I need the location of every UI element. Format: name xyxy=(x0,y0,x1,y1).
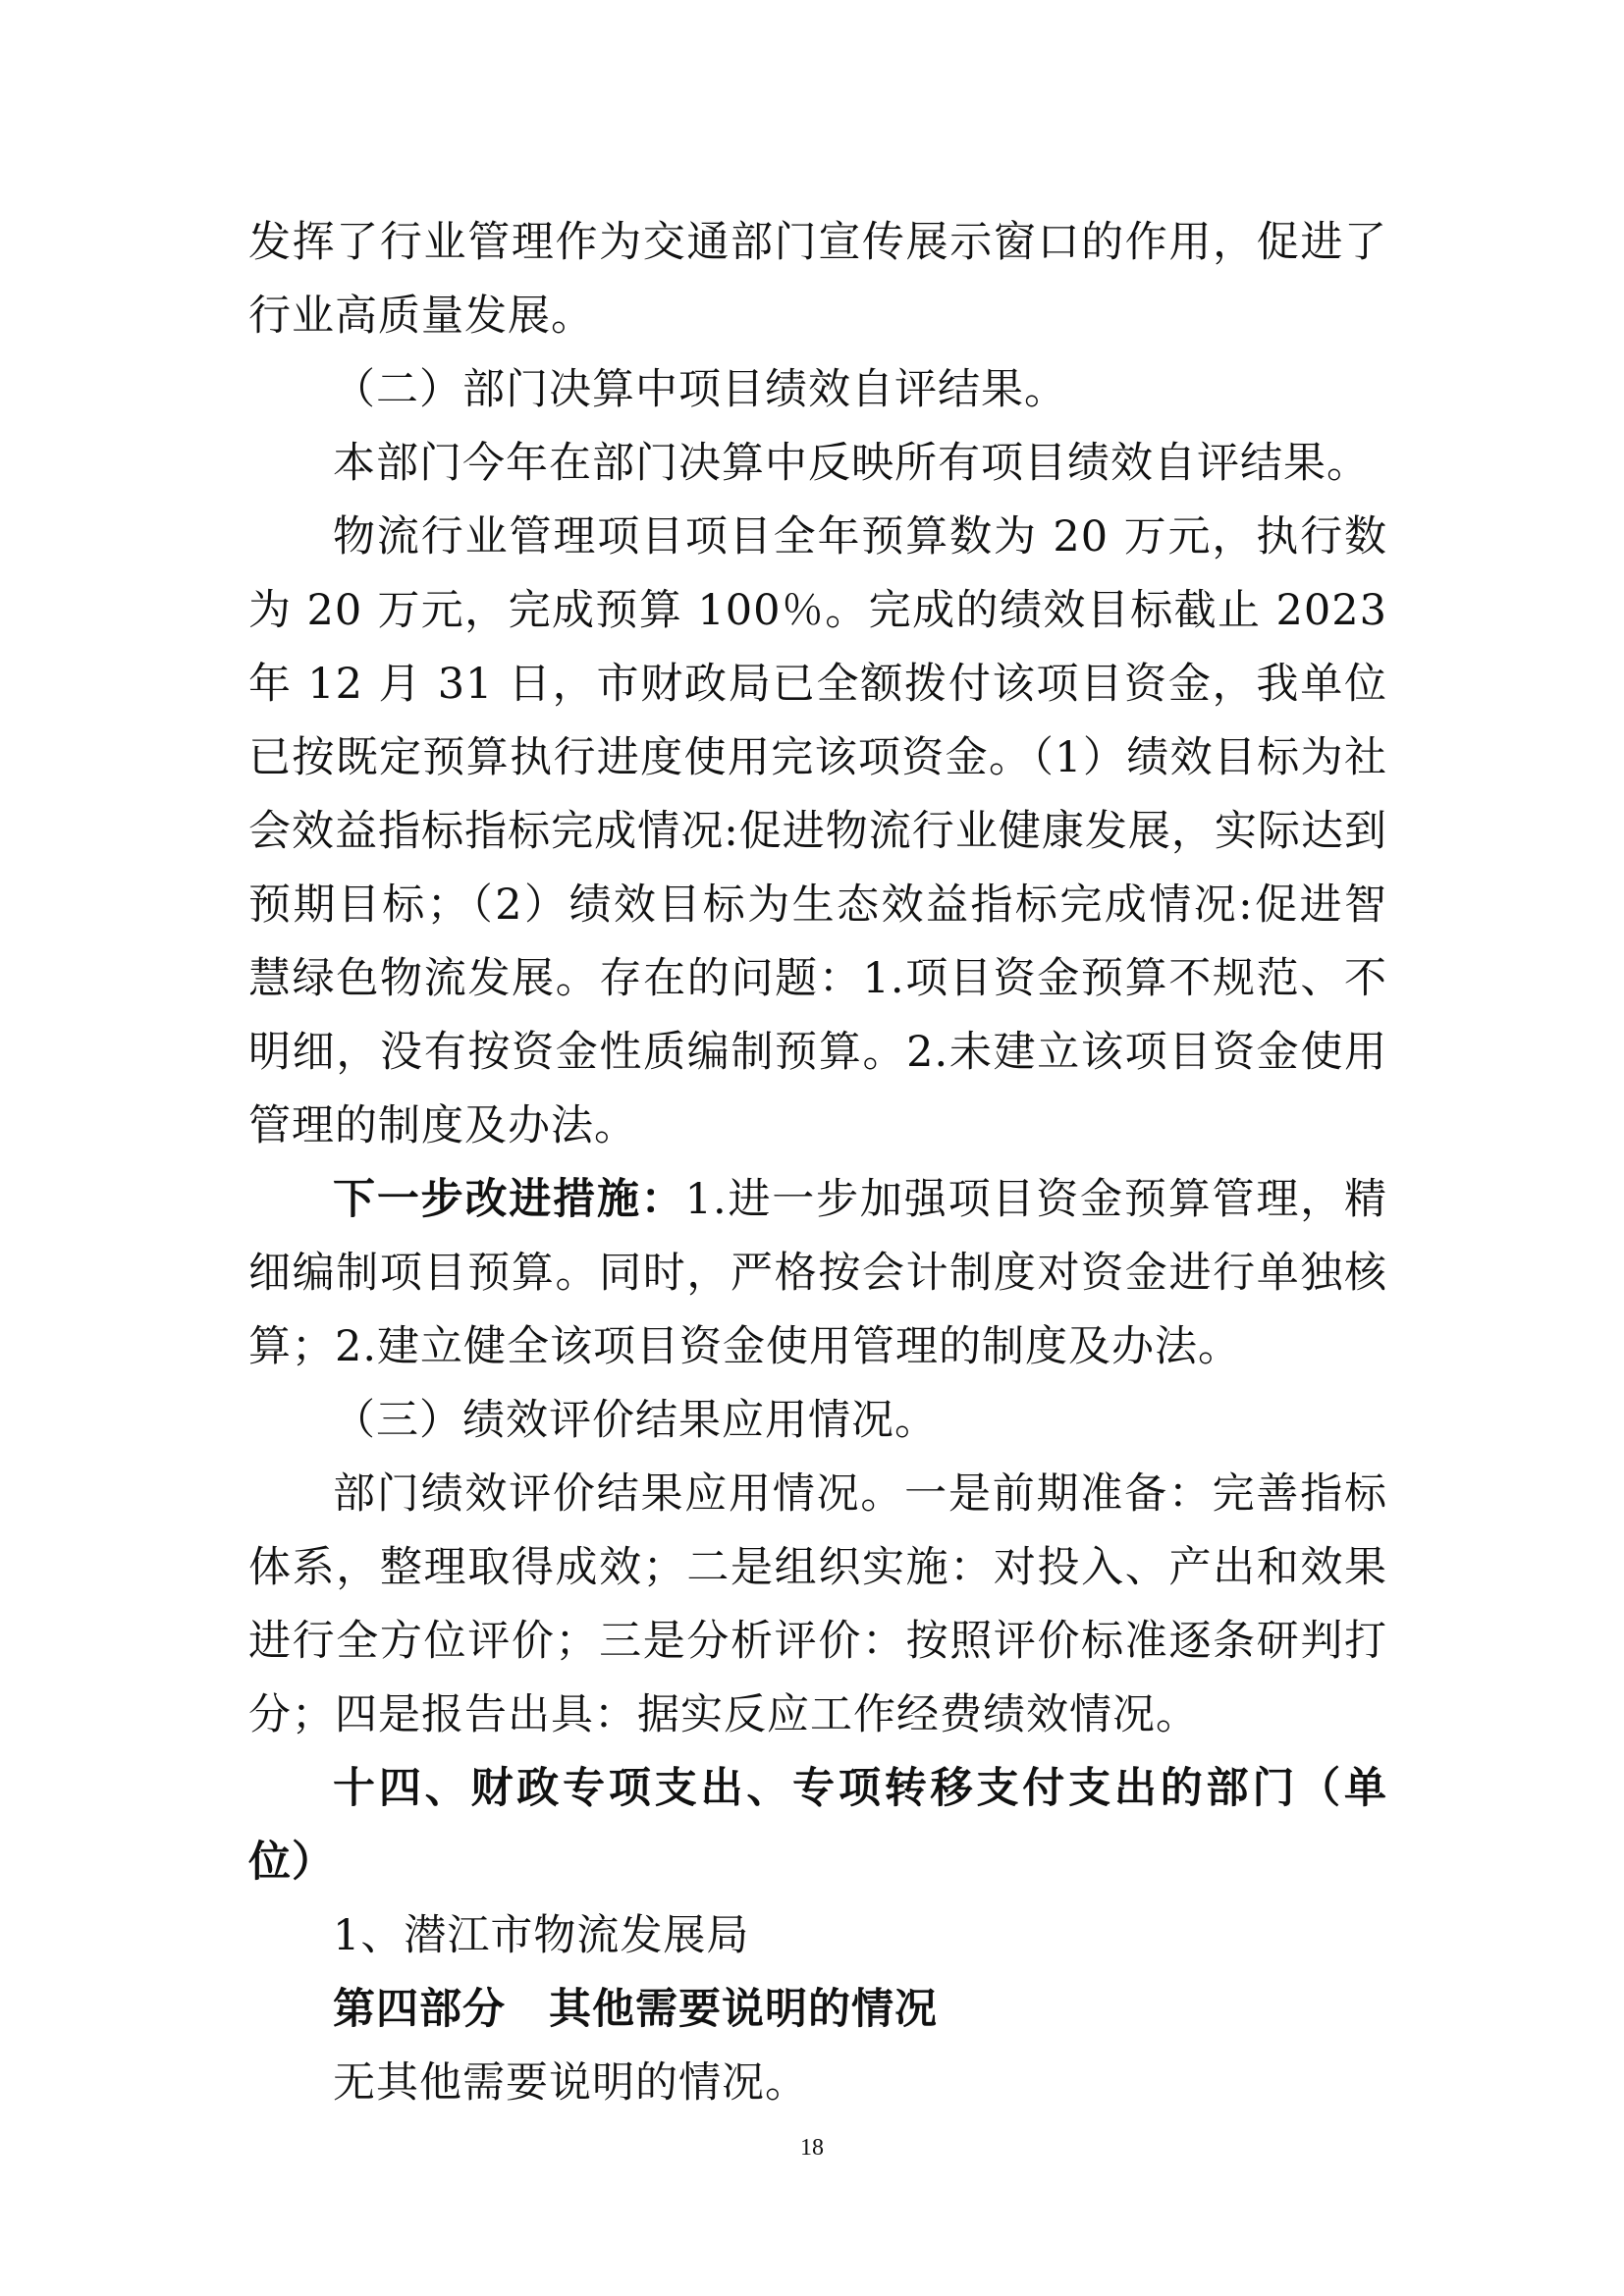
paragraph-continuation: 发挥了行业管理作为交通部门宣传展示窗口的作用，促进了行业高质量发展。 xyxy=(248,218,1387,341)
page-number: 18 xyxy=(800,2135,824,2161)
paragraph-improvement-measures xyxy=(248,1163,1387,1384)
part-four-heading: 第四部分 其他需要说明的情况 xyxy=(333,1985,938,2034)
section-heading-14: 十四、财政专项支出、专项转移支付支出的部门（单位） xyxy=(248,1764,1387,1887)
section-heading-3: （三）绩效评价结果应用情况。 xyxy=(333,1396,938,1445)
improvement-label: 下一步改进措施： xyxy=(333,1175,685,1224)
improvement-text: 1.进一步加强项目资金预算管理，精细编制项目预算。同时，严格按会计制度对资金进行单独核算；2.建立健全该项目资金使用管理的制度及办法。 xyxy=(248,1175,1388,1371)
paragraph-logistics-project: 物流行业管理项目项目全年预算数为 20 万元，执行数为 20 万元，完成预算 100％。完成的绩效目标截止 2023 年 12 月 31 日，市财政局已全额拨付该项目资金，我单位已按既定预算执行进度使用完该项资金。（1）绩效目标为社会效益指标指标完成情况:促进物流行业健康发展，实际达到预期目标；（2）绩效目标为生态效益指标完成情况:促进智慧绿色物流发展。存在的问题：1.项目资金预算不规范、不明细，没有按资金性质编制预算。2.未建立该项目资金使用管理的制度及办法。 xyxy=(248,512,1387,1150)
paragraph-no-other-notes: 无其他需要说明的情况。 xyxy=(333,2058,808,2108)
section-heading-2: （二）部门决算中项目绩效自评结果。 xyxy=(333,365,1067,414)
paragraph-self-evaluation-intro: 本部门今年在部门决算中反映所有项目绩效自评结果。 xyxy=(333,439,1370,488)
body-text xyxy=(248,206,1387,2120)
paragraph-evaluation-application: 部门绩效评价结果应用情况。一是前期准备：完善指标体系，整理取得成效；二是组织实施：对投入、产出和效果进行全方位评价；三是分析评价：按照评价标准逐条研判打分；四是报告出具：据实反应工作经费绩效情况。 xyxy=(248,1469,1387,1739)
department-list-item: 1、潜江市物流发展局 xyxy=(333,1911,750,1960)
